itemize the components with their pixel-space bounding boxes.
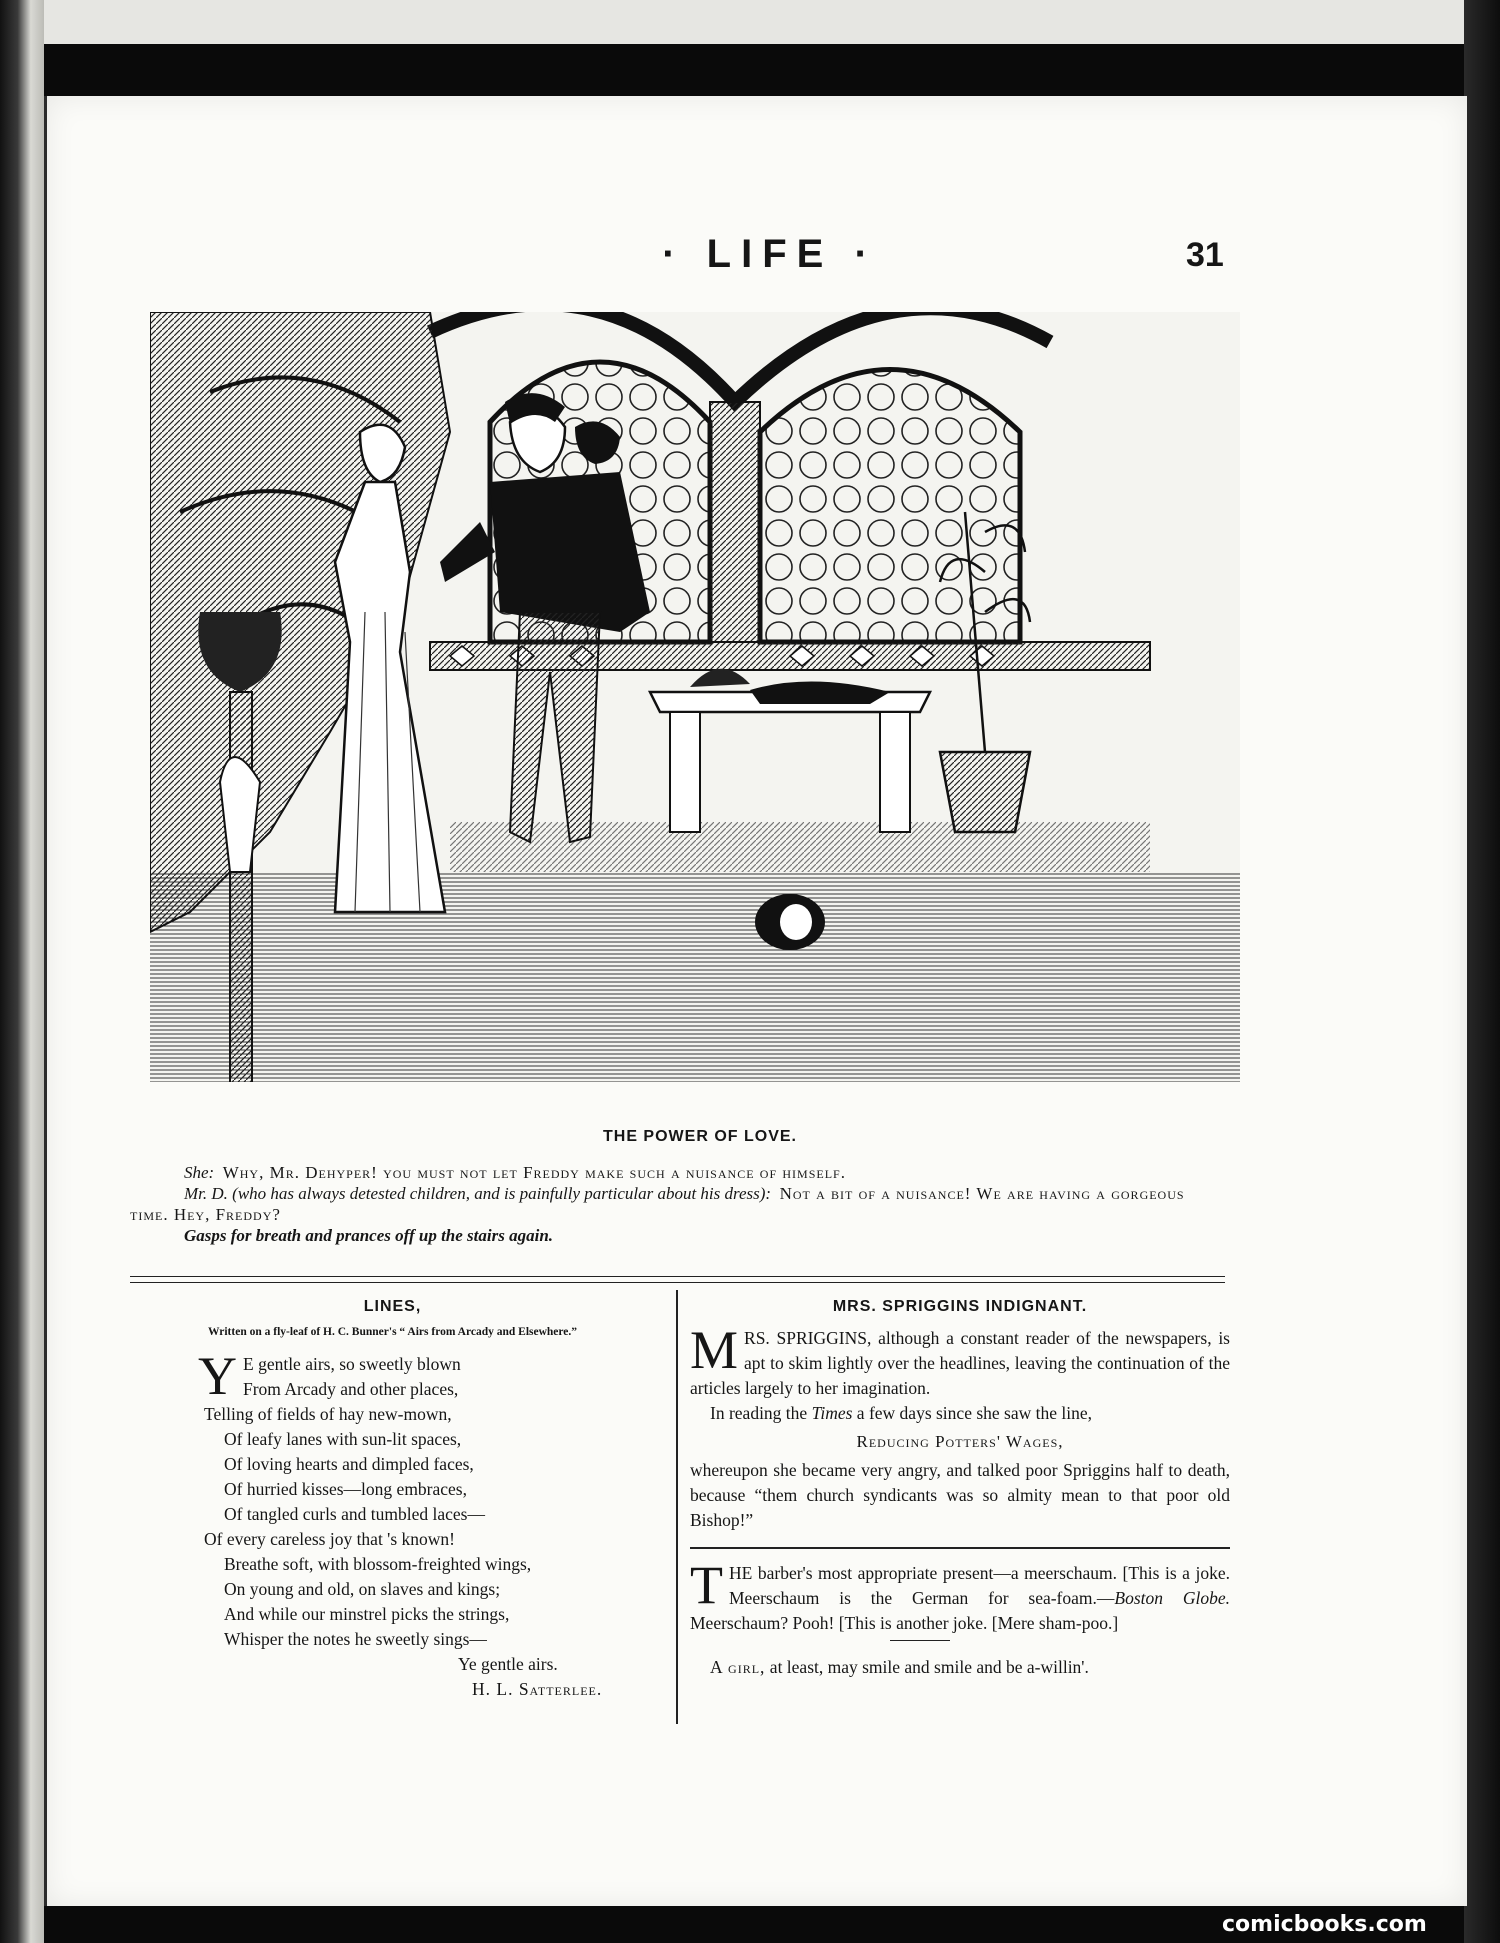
poem-line: Of loving hearts and dimpled faces, [224,1454,474,1474]
article-paragraph [690,1320,1230,1401]
article-paragraph: whereupon she became very angry, and talked poor Spriggins half to death, because “them church syndicants was so almity mean to that poor old Bishop!” [690,1460,1230,1530]
joke-text: HE barber's most appropriate present—a meerschaum. [This is a joke. Meerschaum is the German for sea-foam.— [729,1562,1230,1608]
cartoon-illustration [150,312,1240,1082]
page-number: 31 [1186,236,1224,274]
poem-column [120,1298,665,1702]
poem-line: From Arcady and other places, [243,1379,459,1399]
coat-on-bench [750,681,890,704]
caption-text: Why, Mr. Dehyper! you must not let Freddy make such a nuisance of himself. [222,1163,846,1182]
article-para2-text-end: a few days since she saw the line, [852,1403,1092,1423]
hat-on-bench [690,669,750,687]
article-para2-text: In reading the [710,1403,812,1423]
right-arch-window [760,370,1020,643]
joke-text: at least, may smile and smile and be a-willin'. [765,1657,1089,1677]
separator-rule [890,1640,950,1642]
woman-dress [335,482,445,912]
poem-line: Whisper the notes he sweetly sings— [224,1629,487,1649]
binding-edge [0,0,44,1943]
separator-rule [690,1547,1230,1549]
joke-lead: A girl, [710,1657,766,1677]
watermark: comicbooks.com [1222,1912,1427,1937]
poem-line: Ye gentle airs. [458,1654,558,1674]
joke-paragraph [690,1655,1230,1680]
poem-line: Breathe soft, with blossom-freighted wings, [224,1554,532,1574]
joke-text-end: Meerschaum? Pooh! [This is another joke. [Mere sham-poo.] [690,1612,1119,1633]
caption-stage-direction: Gasps for breath and prances off up the stairs again. [184,1226,554,1245]
caption-speaker: Mr. D. (who has always detested children, and is painfully particular about his dress): [184,1184,772,1203]
cartoon-drawing [150,312,1240,1082]
caption-line-2 [130,1183,1228,1225]
poem-subtitle: Written on a fly-leaf of H. C. Bunner's “ Airs from Arcady and Elsewhere.” [207,1326,578,1338]
poem-line: Of tangled curls and tumbled laces— [224,1504,485,1524]
flower-pot [940,752,1030,832]
joke-paragraph [690,1554,1230,1636]
poem-line: E gentle airs, so sweetly blown [243,1354,461,1374]
poem-dropcap: Y [198,1346,237,1406]
masthead: · LIFE · [662,232,878,276]
caption-line-3 [130,1225,1228,1246]
floor [150,872,1240,1082]
caption-line-1 [130,1162,1228,1183]
poem-line: On young and old, on slaves and kings; [224,1579,501,1599]
article-title: MRS. SPRIGGINS INDIGNANT. [832,1298,1088,1315]
scan-dark-band [0,44,1500,96]
cartoon-caption [130,1162,1228,1246]
article-column [690,1298,1230,1680]
article-paragraph [690,1401,1230,1426]
article-para1-text: RS. SPRIGGINS, although a constant reader of the newspapers, is apt to skim lightly over the headlines, leaving the continuation of the articles largely to her imagination. [690,1328,1230,1398]
poem-line: Of leafy lanes with sun-lit spaces, [224,1429,462,1449]
poem-line: Of hurried kisses—long embraces, [224,1479,467,1499]
joke-source: Boston Globe. [1114,1587,1230,1608]
cartoon-title: THE POWER OF LOVE. [602,1128,797,1145]
poem-title: LINES, [363,1298,422,1315]
section-rule [130,1276,1225,1283]
poem-body [120,1346,665,1702]
caption-speaker: She: [184,1163,215,1182]
column [710,402,760,642]
man-trousers [510,612,600,842]
newspaper-name: Times [811,1403,853,1423]
right-edge [1464,0,1500,1943]
poem-author: H. L. Satterlee. [472,1679,603,1699]
article-headline: Reducing Potters' Wages, [856,1432,1064,1451]
poem-line: And while our minstrel picks the strings, [224,1604,510,1624]
poem-line: Telling of fields of hay new-mown, [204,1404,452,1424]
column-divider [676,1290,678,1724]
caption-text: Not a bit of a nuisance! We are having a gorgeous time. Hey, Freddy? [130,1184,1185,1224]
joke-dropcap: T [690,1554,723,1615]
article-dropcap: M [690,1320,739,1380]
scan-top-band [0,0,1500,44]
poem-line: Of every careless joy that 's known! [204,1529,455,1549]
